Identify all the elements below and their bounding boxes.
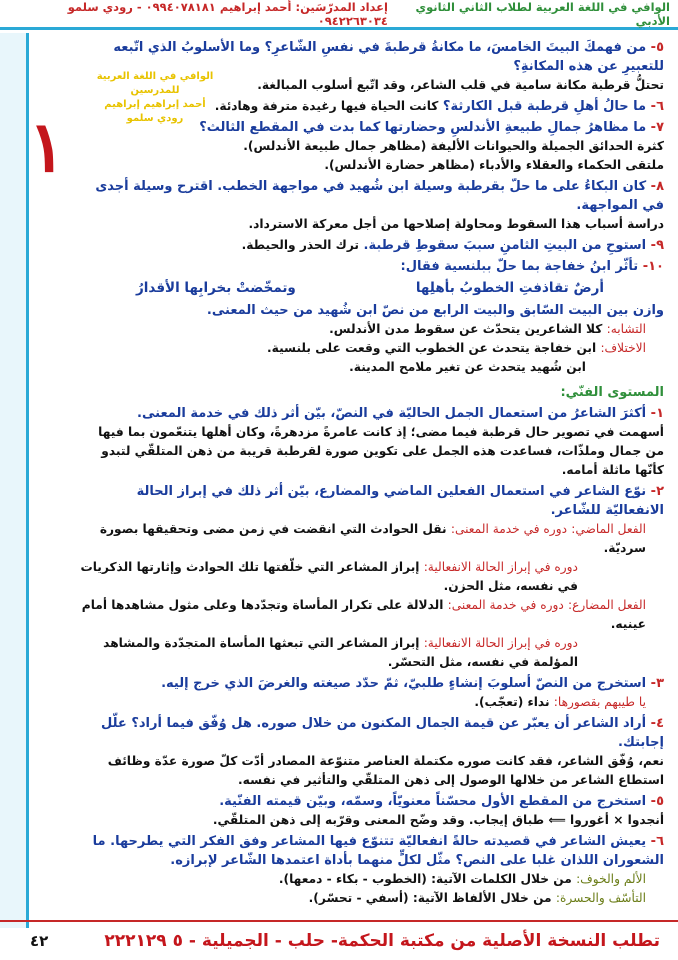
footer-note: تطلب النسخة الأصلية من مكتبة الحكمة- حلب - الجميلية - ٥ ٢٢٢١٢٩ [104, 931, 660, 951]
stamp-line: أحمد إبراهيم إبراهيم [104, 99, 206, 110]
question-number: ٤- [650, 716, 664, 731]
art-answer-3 [76, 693, 664, 712]
answer-7b: ملتقى الحكماء والعقلاء والأدباء (مظاهر حضارة الأندلس). [324, 158, 664, 172]
answer-7a: كثرة الحدائق الجميلة والحيوانات الأليفة (مظاهر جمال طبيعة الأندلس). [243, 139, 664, 153]
question-9 [76, 236, 664, 255]
question-text: تأثّر ابنُ خفاجة بما حلّ ببلنسية فقال: [400, 259, 639, 274]
question-number: ٣- [650, 676, 664, 691]
question-text: كان البكاءُ على ما حلّ بقرطبة وسيلة ابن شُهيد في مواجهة الخطب. اقترح وسيلة أجدى في المواجهة. [95, 179, 664, 213]
question-number: ٥- [650, 40, 664, 55]
question-6 [76, 97, 664, 116]
question-text: يعيش الشاعر في قصيدته حالةً انفعاليّة تتنوّع فيها المشاعر وفق الفكر التي يطرحها. ما الشعوران اللذان غلبا على النص؟ مثّل لكلٍّ منهما بأداة اعتمدها الشّاعر لإبرازه. [92, 834, 664, 868]
past-meaning-text: نقل الحوادث التي انقضت في زمن مضى وتحقيقها بصورة سرديّة. [99, 522, 646, 555]
question-text: أراد الشاعر أن يعبّر عن قيمة الجمال المكنون من خلال صوره. هل وُفّق فيما أراد؟ علّل إجابتك. [101, 716, 664, 750]
poem-verse [76, 279, 664, 298]
question-text: استخرج من المقطع الأول محسّناً معنويّاً، وسمّه، وبيّن قيمته الفنّية. [219, 794, 647, 809]
difference-label: الاختلاف: [600, 341, 646, 355]
answer-6: كانت الحياة فيها رغيدة مترفة وهادئة. [214, 99, 439, 113]
compare-question: وازن بين البيت السّابق والبيت الرابع من نصّ ابن شُهيد من حيث المعنى. [206, 303, 664, 318]
similarity-label: التشابه: [606, 322, 646, 336]
present-emotion-text: إبراز المشاعر التي تبعثها المأساة المتجدّدة والمشاهد المؤلمة في نفسه، مثل التحسّر. [103, 636, 578, 669]
art-answer-5: أنجدوا × أغوروا ⟸ طباق إيجاب. وقد وضّح المعنى وقرّبه إلى ذهن المتلقّي. [212, 813, 664, 827]
similarity [76, 320, 664, 339]
question-10 [76, 257, 664, 276]
art-question-4 [76, 714, 664, 752]
past-emotion-text: إبراز المشاعر التي خلّفتها تلك الحوادث وإثارتها الذكريات في نفسه، مثل الحزن. [80, 560, 578, 593]
question-number: ١٠- [642, 259, 664, 274]
art-answer-1: أسهمت في تصوير حال قرطبة فيما مضى؛ إذ كانت عامرةً مزدهرةً، وكان أهلها يتنعّمون بما فيها من جمال وملذّات، فساعدت هذه الجمل على تكوين صورة لقرطبة قريبة من ذهن المتلقّي لتبدو كأنّها ماثلة أمامه. [98, 425, 664, 477]
past-meaning [76, 520, 664, 558]
question-5 [76, 38, 664, 76]
verse-second-half: وتمخّضتْ بخرابِها الأقدارُ [136, 280, 296, 296]
answer-text: نداء (تعجّب). [474, 695, 550, 709]
book-title: الوافي في اللغة العربية لطلاب الثاني الثانوي الأدبي [415, 0, 670, 28]
question-number: ٨- [650, 179, 664, 194]
regret-text: من خلال الألفاظ الآتية: (أسفي - تحسّر). [308, 891, 552, 905]
question-8 [76, 177, 664, 215]
difference-text-1: ابن خفاجة يتحدث عن الخطوب التي وقعت على بلنسية. [267, 341, 597, 355]
similarity-text: كلا الشاعرين يتحدّث عن سقوط مدن الأندلس. [329, 322, 603, 336]
question-text: من فهمكَ البيتَ الخامسَ، ما مكانةُ قرطبةَ في نفسِ الشّاعرِ؟ وما الأسلوبُ الذي اتّبعه للتعبيرِ عن هذه المكانةِ؟ [113, 40, 664, 74]
question-number: ٦- [650, 834, 664, 849]
difference [76, 339, 664, 358]
present-meaning-text: الدلالة على تكرار المأساة وتجدّدها وعلى مثول مشاهدها أمام عينيه. [81, 598, 646, 631]
present-meaning [76, 596, 664, 634]
question-text: نوّع الشاعر في استعمال الفعلين الماضي والمضارع، بيّن أثر ذلك في إبراز الحالة الانفعاليّة للشّاعر. [136, 484, 664, 518]
question-number: ٦- [650, 99, 664, 114]
page-number: ٤٢ [30, 932, 49, 950]
regret-label: التأسّف والحسرة: [555, 891, 646, 905]
question-number: ٥- [650, 794, 664, 809]
question-text: استوحِ من البيتِ الثامنِ سببَ سقوطِ قرطبة. [363, 238, 647, 253]
stamp-line: الوافي في اللغة العربية للمدرسين [96, 71, 214, 96]
answer-8: دراسة أسباب هذا السقوط ومحاولة إصلاحها من أجل معركة الاسترداد. [248, 217, 664, 231]
emotion-label: دوره في إبراز الحالة الانفعالية: [423, 560, 578, 574]
question-number: ٩- [650, 238, 664, 253]
present-label: الفعل المضارع: [568, 598, 646, 612]
answer-9: ترك الحذر والحيطة. [241, 238, 360, 252]
emotion-label: دوره في إبراز الحالة الانفعالية: [423, 636, 578, 650]
pain-text: من خلال الكلمات الآتية: (الخطوب - بكاء - دمعها). [278, 872, 572, 886]
regret [76, 889, 664, 908]
past-label: الفعل الماضي: [571, 522, 646, 536]
art-question-3 [76, 674, 664, 693]
art-question-1 [76, 404, 664, 423]
section-heading: المستوى الفنّي: [560, 385, 664, 400]
question-number: ٧- [650, 120, 664, 135]
art-answer-4: نعم، وُفّق الشاعر، فقد كانت صوره مكتملة العناصر متنوّعة المصادر أدّت كلّ صورة عدّة وظائف استطاع الشاعر من خلالها الوصول إلى ذهن المتلقّي والتأثير في نفسه. [107, 754, 664, 787]
art-question-5 [76, 792, 664, 811]
art-question-2 [76, 482, 664, 520]
meaning-label: دوره في خدمة المعنى: [447, 598, 564, 612]
past-emotion [76, 558, 664, 596]
page-content [76, 36, 664, 918]
question-text: ما حالُ أهلِ قرطبة قبل الكارثة؟ [442, 99, 647, 114]
answer-label: يا طيبهم بقصورها: [553, 695, 646, 709]
page-header [0, 0, 678, 30]
stamp-line: رودي سلمو [126, 113, 184, 124]
question-number: ١- [650, 406, 664, 421]
question-text: ما مظاهرُ جمالِ طبيعةِ الأندلسِ وحضارتها كما بدت في المقطع الثالث؟ [199, 120, 647, 135]
side-bar [0, 33, 29, 928]
meaning-label: دوره في خدمة المعنى: [450, 522, 568, 536]
question-number: ٢- [650, 484, 664, 499]
pain-label: الألم والخوف: [576, 872, 646, 886]
difference-2: ابن شُهيد يتحدث عن تغير ملامح المدينة. [349, 360, 586, 374]
verse-first-half: أرضٌ تقاذفتِ الخطوبُ بأهلِها [415, 280, 604, 296]
page-footer [0, 920, 678, 960]
lesson-number: ١ [28, 105, 66, 188]
present-emotion [76, 634, 664, 672]
question-7 [76, 118, 664, 137]
art-question-6 [76, 832, 664, 870]
question-text: أكثرَ الشاعرُ من استعمال الجمل الحاليّة في النصّ، بيّن أثر ذلك في خدمة المعنى. [137, 406, 647, 421]
question-text: استخرج من النصّ أسلوبَ إنشاءٍ طلبيّ، ثمّ حدّد صيغته والغرضَ الذي خرج إليه. [161, 676, 647, 691]
authors-line: إعداد المدرّسَين: أحمد إبراهيم ٠٩٩٤٠٧٨١٨١ - رودي سلمو ٠٩٤٢٢٦٣٠٣٤ [67, 0, 388, 28]
pain-fear [76, 870, 664, 889]
answer-5: تحتلُّ قرطبة مكانة سامية في قلب الشاعر، وقد اتّبع أسلوب المبالغة. [257, 78, 664, 92]
